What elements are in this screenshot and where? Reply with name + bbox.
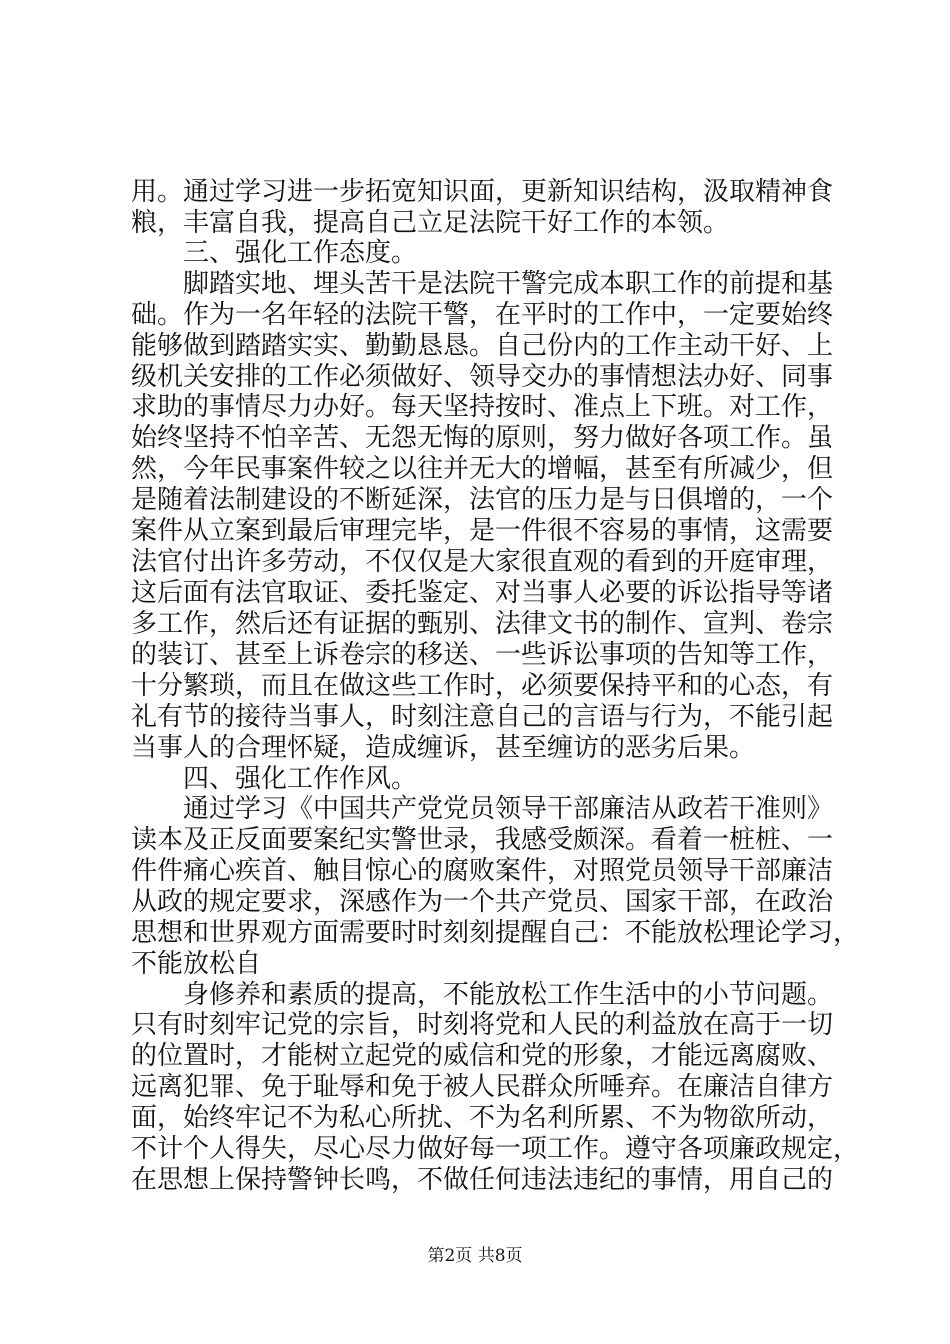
text-line: 础。作为一名年轻的法院干警，在平时的工作中，一定要始终	[131, 300, 834, 330]
text-line: 法官付出许多劳动，不仅仅是大家很直观的看到的开庭审理，	[131, 547, 834, 577]
text-line: 求助的事情尽力办好。每天坚持按时、准点上下班。对工作，	[131, 392, 834, 422]
text-line: 在思想上保持警钟长鸣，不做任何违法违纪的事情，用自己的	[131, 1165, 834, 1195]
text-line: 当事人的合理怀疑，造成缠诉，甚至缠访的恶劣后果。	[131, 733, 756, 763]
text-line: 是随着法制建设的不断延深，法官的压力是与日俱增的，一个	[131, 485, 834, 515]
text-line: 能够做到踏踏实实、勤勤恳恳。自己份内的工作主动干好、上	[131, 331, 834, 361]
text-line: 身修养和素质的提高，不能放松工作生活中的小节问题。	[183, 980, 834, 1010]
text-line: 用。通过学习进一步拓宽知识面，更新知识结构，汲取精神食	[131, 177, 834, 207]
text-line: 案件从立案到最后审理完毕，是一件很不容易的事情，这需要	[131, 516, 834, 546]
text-line: 礼有节的接待当事人，时刻注意自己的言语与行为，不能引起	[131, 702, 834, 732]
text-line: 只有时刻牢记党的宗旨，时刻将党和人民的利益放在高于一切	[131, 1010, 834, 1040]
text-line: 多工作，然后还有证据的甄别、法律文书的制作、宣判、卷宗	[131, 609, 834, 639]
text-line: 的装订、甚至上诉卷宗的移送、一些诉讼事项的告知等工作，	[131, 640, 834, 670]
text-line: 通过学习《中国共产党党员领导干部廉洁从政若干准则》	[183, 794, 834, 824]
page-number-footer: 第2页 共8页	[427, 1246, 523, 1266]
text-line: 不计个人得失，尽心尽力做好每一项工作。遵守各项廉政规定，	[131, 1134, 860, 1164]
section-heading: 三、强化工作态度。	[183, 238, 418, 268]
text-line: 级机关安排的工作必须做好、领导交办的事情想法办好、同事	[131, 362, 834, 392]
text-line: 然，今年民事案件较之以往并无大的增幅，甚至有所减少，但	[131, 454, 834, 484]
text-line: 的位置时，才能树立起党的威信和党的形象，才能远离腐败、	[131, 1041, 834, 1071]
text-line: 读本及正反面要案纪实警世录，我感受颇深。看着一桩桩、一	[131, 825, 834, 855]
text-line: 十分繁琐，而且在做这些工作时，必须要保持平和的心态，有	[131, 671, 834, 701]
text-line: 粮，丰富自我，提高自己立足法院干好工作的本领。	[131, 208, 730, 238]
text-line: 从政的规定要求，深感作为一个共产党员、国家干部，在政治	[131, 887, 834, 917]
text-line: 脚踏实地、埋头苦干是法院干警完成本职工作的前提和基	[183, 269, 834, 299]
text-line: 思想和世界观方面需要时时刻刻提醒自己：不能放松理论学习，	[131, 918, 860, 948]
text-line: 不能放松自	[131, 949, 262, 979]
section-heading: 四、强化工作作风。	[183, 764, 418, 794]
text-line: 这后面有法官取证、委托鉴定、对当事人必要的诉讼指导等诸	[131, 578, 834, 608]
text-line: 件件痛心疾首、触目惊心的腐败案件，对照党员领导干部廉洁	[131, 856, 834, 886]
text-line: 面，始终牢记不为私心所扰、不为名利所累、不为物欲所动，	[131, 1103, 834, 1133]
text-line: 始终坚持不怕辛苦、无怨无悔的原则，努力做好各项工作。虽	[131, 423, 834, 453]
text-line: 远离犯罪、免于耻辱和免于被人民群众所唾弃。在廉洁自律方	[131, 1072, 834, 1102]
